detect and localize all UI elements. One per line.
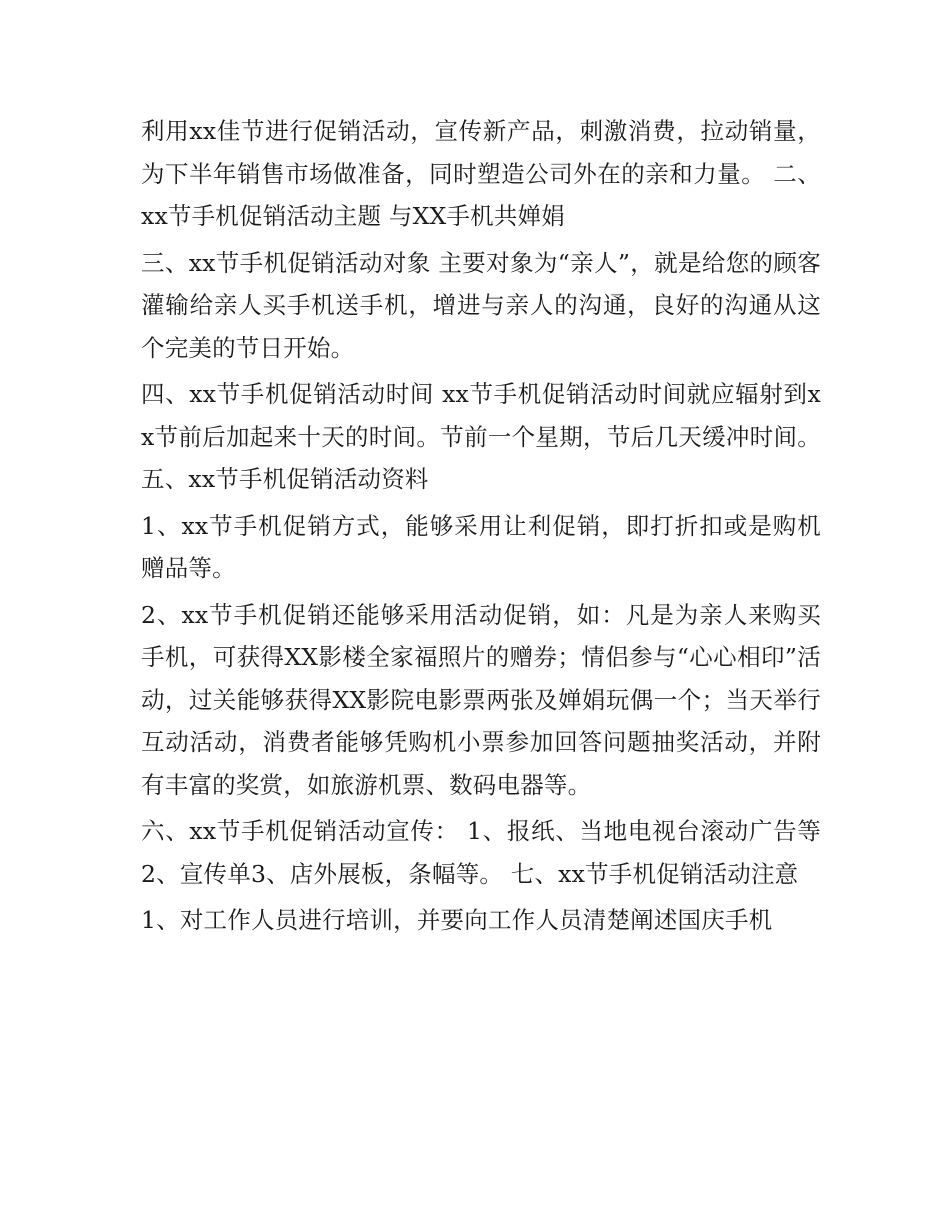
paragraph-promotion-method-2: 2、xx节手机促销还能够采用活动促销，如：凡是为亲人来购买手机，可获得XX影楼全家福照片的赠券；情侣参与“心心相印”活动，过关能够获得XX影院电影票两张及婵娟玩偶一个；当天举行互动活动，消费者能够凭购机小票参加回答问题抽奖活动，并附有丰富的奖赏，如旅游机票、数码电器等。 xyxy=(141,600,821,799)
paragraph-staff-training: 1、对工作人员进行培训，并要向工作人员清楚阐述国庆手机 xyxy=(141,906,773,934)
paragraph-publicity-notes: 六、xx节手机促销活动宣传： 1、报纸、当地电视台滚动广告等2、宣传单3、店外展板，条幅等。 七、xx节手机促销活动注意 xyxy=(141,817,821,888)
paragraph-promotion-method-1: 1、xx节手机促销方式，能够采用让利促销，即打折扣或是购机赠品等。 xyxy=(141,511,821,582)
paragraph-time-content: 四、xx节手机促销活动时间 xx节手机促销活动时间就应辐射到xx节前后加起来十天的时间。节前一个星期，节后几天缓冲时间。 五、xx节手机促销活动资料 xyxy=(141,380,821,493)
paragraph-target-audience: 三、xx节手机促销活动对象 主要对象为“亲人”，就是给您的顾客灌输给亲人买手机送手机，增进与亲人的沟通，良好的沟通从这个完美的节日开始。 xyxy=(141,248,821,362)
paragraph-purpose-theme: 利用xx佳节进行促销活动，宣传新产品，刺激消费，拉动销量，为下半年销售市场做准备，同时塑造公司外在的亲和力量。 二、xx节手机促销活动主题 与XX手机共婵娟 xyxy=(141,117,821,230)
document-body xyxy=(141,110,821,946)
